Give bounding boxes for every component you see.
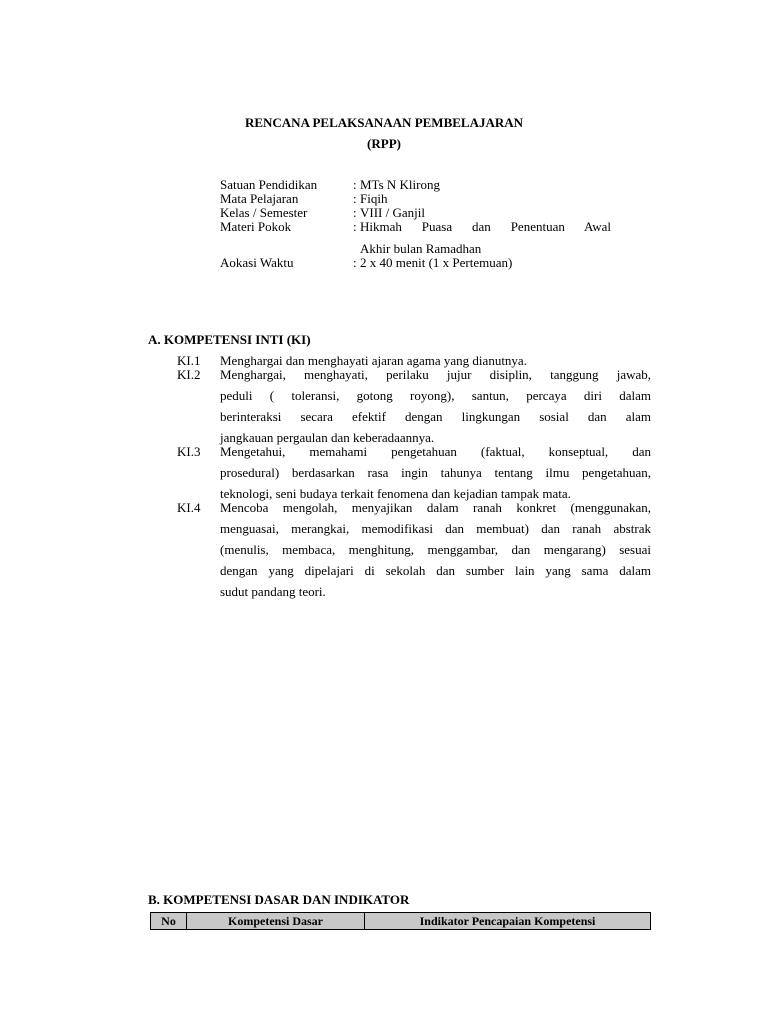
kompetensi-table: [150, 912, 651, 930]
ki-line: teknologi, seni budaya terkait fenomena dan kejadian tampak mata.: [220, 486, 571, 501]
identity-value: MTs N Klirong: [360, 177, 440, 192]
identity-colon: :: [353, 255, 357, 270]
identity-label: Mata Pelajaran: [220, 191, 299, 206]
ki-line: Menghargai dan menghayati ajaran agama yang dianutnya.: [220, 353, 527, 368]
section-b-heading: B. KOMPETENSI DASAR DAN INDIKATOR: [148, 892, 410, 907]
identity-colon: :: [353, 191, 357, 206]
identity-value: Fiqih: [360, 191, 388, 206]
identity-colon: :: [353, 177, 357, 192]
identity-value: Akhir bulan Ramadhan: [360, 241, 482, 256]
table-header-no: No: [151, 913, 187, 930]
identity-value: VIII / Ganjil: [360, 205, 425, 220]
identity-label: Satuan Pendidikan: [220, 177, 318, 192]
document-subtitle: (RPP): [367, 136, 401, 151]
identity-label: Kelas / Semester: [220, 205, 308, 220]
identity-colon: :: [353, 219, 357, 234]
identity-colon: :: [353, 205, 357, 220]
ki-line: Menghargai, menghayati, perilaku jujur disiplin, tanggung jawab,: [220, 367, 651, 382]
identity-label: Materi Pokok: [220, 219, 292, 234]
ki-code: KI.3: [177, 444, 201, 459]
ki-code: KI.1: [177, 353, 201, 368]
ki-text: [220, 364, 651, 448]
ki-line: berinteraksi secara efektif dengan lingkungan sosial dan alam: [220, 409, 651, 424]
section-a-heading: A. KOMPETENSI INTI (KI): [148, 332, 311, 347]
document-title: RENCANA PELAKSANAAN PEMBELAJARAN: [244, 115, 524, 130]
ki-line: menguasai, merangkai, memodifikasi dan membuat) dan ranah abstrak: [220, 521, 651, 536]
ki-line: dengan yang dipelajari di sekolah dan sumber lain yang sama dalam: [220, 563, 651, 578]
ki-text: [220, 497, 651, 602]
ki-line: jangkauan pergaulan dan keberadaannya.: [220, 430, 435, 445]
identity-label: Aokasi Waktu: [220, 255, 294, 270]
identity-value: Hikmah Puasa dan Penentuan Awal: [360, 219, 611, 234]
identity-value: 2 x 40 menit (1 x Pertemuan): [360, 255, 513, 270]
table-header-kompetensi-dasar: Kompetensi Dasar: [187, 913, 365, 930]
ki-line: Mengetahui, memahami pengetahuan (faktual, konseptual, dan: [220, 444, 651, 459]
ki-line: Mencoba mengolah, menyajikan dalam ranah konkret (menggunakan,: [220, 500, 651, 515]
table-header-row: [151, 913, 651, 930]
ki-line: peduli ( toleransi, gotong royong), santun, percaya diri dalam: [220, 388, 651, 403]
ki-code: KI.2: [177, 367, 201, 382]
ki-line: (menulis, membaca, menghitung, menggambar, dan mengarang) sesuai: [220, 542, 651, 557]
table-header-indikator: Indikator Pencapaian Kompetensi: [365, 913, 651, 930]
ki-line: prosedural) berdasarkan rasa ingin tahunya tentang ilmu pengetahuan,: [220, 465, 651, 480]
ki-text: [220, 441, 651, 504]
ki-code: KI.4: [177, 500, 201, 515]
ki-line: sudut pandang teori.: [220, 584, 326, 599]
